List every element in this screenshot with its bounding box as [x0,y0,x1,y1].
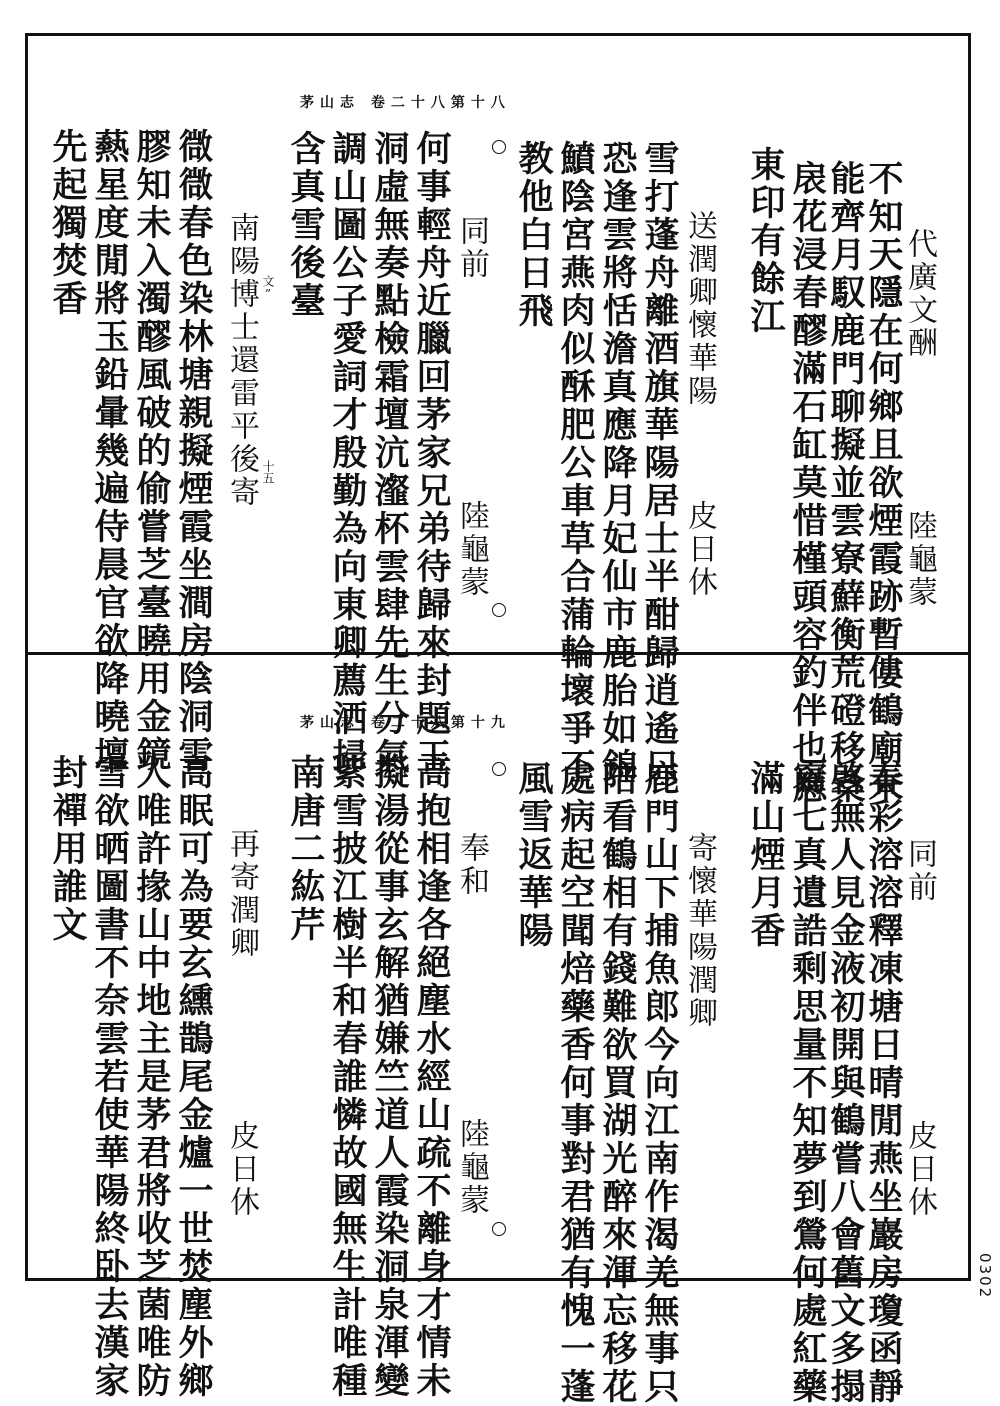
poem-title: 寄懷華陽潤卿 [682,832,717,1030]
circle-mark [492,140,506,154]
circle-mark [492,1222,506,1236]
poem-line: 擬湯從事玄解猶嫌竺道人霞染洞泉渾變 [369,754,410,1400]
poem-line: 南唐二紘芹 [285,754,326,944]
poem-line: 能齊月馭鹿門聊擬並雲寮蘚衡荒磴移桑 [825,160,866,806]
poem-line: 何事輕舟近臘回茅家兄弟待歸來封題玉 [411,130,452,776]
poem-line: 雪欲晒圖書不奈雲若使華陽終卧去漢家 [89,754,130,1400]
poem-title: 代廣文酬 [902,228,937,360]
poem-author: 皮日休 [224,1120,259,1219]
poem-line: 滿山煙月香 [745,760,786,950]
poem-line: 風雪返華陽 [513,760,554,950]
top-page-header: 茅山志 卷二十八第十八 [300,95,511,111]
circle-mark [492,603,506,617]
poem-author: 陸龜蒙 [454,500,489,599]
poem-line: 㣲㣲春色染林塘親擬煙霞坐澗房陰洞雪 [173,128,214,774]
poem-title: 奉和 [454,832,489,898]
poem-line: 含真雪後臺 [285,130,326,320]
poem-line: 鱝陰宮燕肉似酥肥公車草合蒲輪壞爭不 [555,140,596,786]
poem-line: 不知天隱在何鄉且欲煙霞跡暫僂鶴廟未 [863,160,904,806]
page-number: 0302 [976,1252,994,1299]
poem-line: 先起獨焚香 [47,128,88,318]
poem-author: 陸龜蒙 [902,510,937,609]
poem-author: 陸龜蒙 [454,1118,489,1217]
poem-line: 教他白日飛 [513,140,554,330]
poem-title: 送潤卿懷華陽 [682,210,717,408]
poem-line: 東印有餘江 [745,146,786,336]
poem-line: 扆花浸春醪滿石缸莫惜槿頭容釣伴也應 [787,160,828,806]
poem-title: 同前 [902,838,937,904]
bottom-page-header: 茅山志 卷二十八第十九 [300,715,511,731]
poem-author: 皮日休 [902,1120,937,1219]
poem-line: 陪看鶴相有錢難欲買湖光醉來渾忘移花 [597,760,638,1406]
poem-title: 再寄潤卿 [224,828,259,960]
poem-line: 高眠可為要玄纁鵲尾金爐一世焚塵外鄉 [173,754,214,1400]
poem-line: 人唯許掾山中地主是茅君將收芝菌唯防 [131,754,172,1400]
poem-line: 春彩溶溶釋凍塘日晴閒燕坐巖房瓊函靜 [863,760,904,1406]
poem-line: 啓無人見金液初開與鶴嘗八會舊文多搨 [825,760,866,1406]
margin-note: 文” [261,275,275,301]
poem-line: 紫雪披江樹半和春誰憐故國無生計唯種 [327,754,368,1400]
poem-line: 鹿門山下捕魚郎今向江南作渴羌無事只 [639,760,680,1406]
margin-note: 十五 [261,460,275,484]
poem-line: 調山圖公子愛詞才殷勤為向東卿薦洒掃 [327,130,368,776]
poem-line: 寫七真遺誥剩思量不知夢到鶯何處紅藥 [787,760,828,1406]
poem-line: 高抱相逢各絕塵水經山疏不離身才情未 [411,754,452,1400]
poem-line: 恐逢雲將恬澹真應降月妃仙市鹿胎如錦 [597,140,638,786]
poem-line: 爇星度閒將玉鉛暈幾遍侍晨官欲降曉壇 [89,128,130,774]
poem-title: 同前 [454,215,489,281]
poem-author: 皮日休 [682,500,717,599]
poem-title: 南陽博士還雷平後寄 [224,212,259,509]
poem-line: 處病起空聞焙藥香何事對君猶有愧一蓬 [555,760,596,1406]
circle-mark [492,762,506,776]
poem-line: 封禪用誰文 [47,754,88,944]
poem-line: 膠知未入濁醪風破的偷嘗芝臺曉用金鏡 [131,128,172,774]
poem-line: 洞虛無奏點檢霜壇沆瀣杯雲肆先生分氣 [369,130,410,776]
poem-line: 雪打蓬舟離酒旗華陽居士半酣歸逍遙只 [639,140,680,786]
